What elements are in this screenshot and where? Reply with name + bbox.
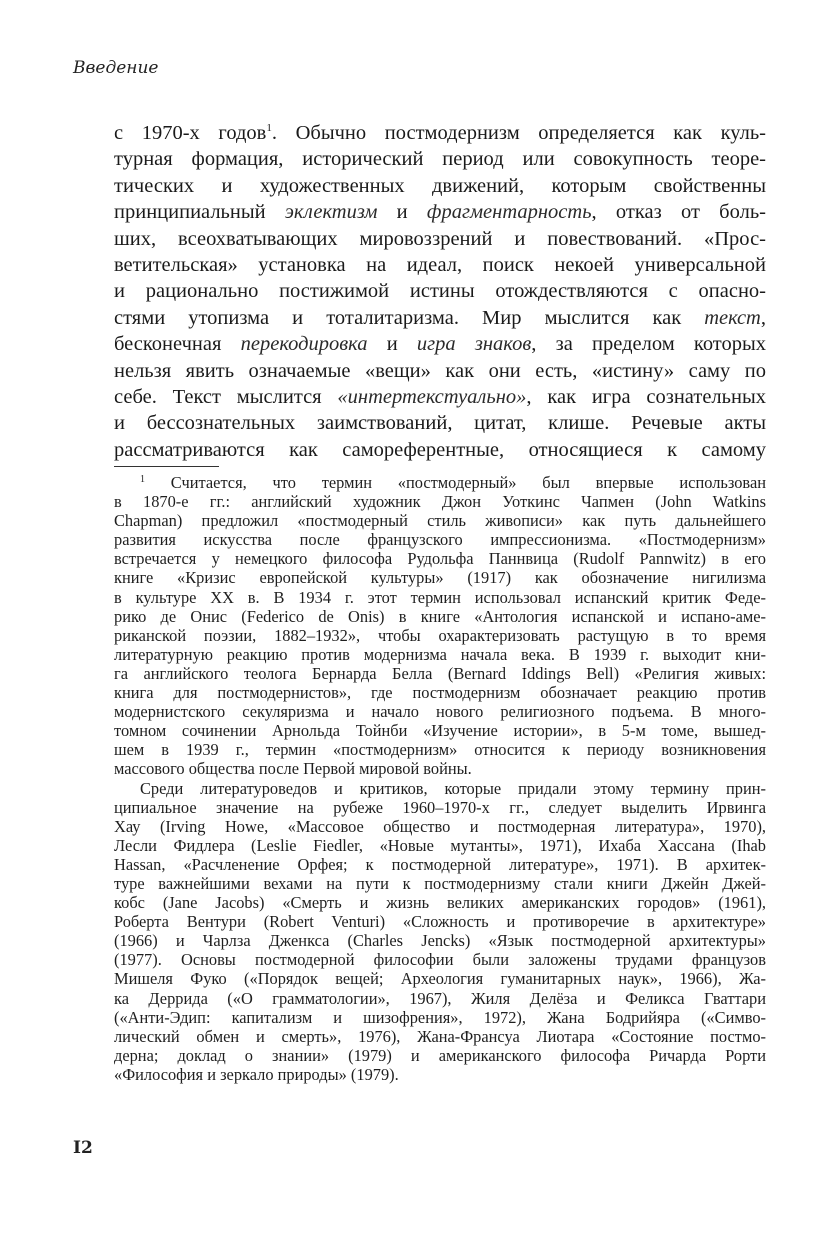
footnote-line: в 1870-е гг.: английский художник Джон Уоткинс Чапмен (John Watkins (114, 492, 766, 512)
footnote-line: «Философия и зеркало природы» (1979). (114, 1064, 399, 1084)
emphasis: текст (704, 306, 761, 329)
footnote-line: ка Деррида («О грамматологии», 1967), Жиля Делёза и Феликса Гваттари (114, 988, 766, 1008)
footnote-line: в культуре XX в. В 1934 г. этот термин использовал испанский критик Феде- (114, 587, 766, 607)
footnote-line: модернистского секуляризма и начало нового религиозного подъема. В много- (114, 702, 766, 722)
footnote-line: риканской поэзии, 1882–1932», чтобы охарактеризовать растущую в то время (114, 625, 766, 645)
emphasis: перекодировка (240, 333, 368, 356)
emphasis: игра знаков (416, 333, 532, 356)
body-line: тических и художественных движений, которым свойственны (114, 174, 766, 197)
body-line: бесконечная перекодировка и игра знаков, за пределом которых (114, 333, 767, 356)
body-line: нельзя явить означаемые «вещи» как они есть, «истину» саму по (114, 359, 766, 382)
running-head: Введение (73, 58, 159, 78)
footnote-ref[interactable]: 1 (266, 122, 272, 134)
body-line: и бессознательных заимствований, цитат, клише. Речевые акты (114, 412, 766, 435)
footnote-line: Chapman) предложил «постмодерный стиль живописи» как путь дальнейшего (114, 511, 766, 531)
footnote-line: развития искусства после французского импрессионизма. «Постмодернизм» (114, 530, 766, 550)
body-line: и рационально постижимой истины отождествляются с опасно- (114, 280, 766, 303)
footnote-line: («Анти-Эдип: капитализм и шизофрения», 1972), Жана Бодрийяра («Симво- (114, 1007, 766, 1027)
footnote-line: $^1$ Считается, что термин «постмодерный» был впервые использован (140, 473, 766, 492)
footnote-line: Роберта Вентури (Robert Venturi) «Сложность и противоречие в архитектуре» (114, 912, 766, 932)
footnote-line: книга для постмодернистов», где постмодернизм обозначает реакцию против (114, 683, 766, 703)
emphasis: эклектизм (284, 201, 378, 224)
body-line: с 1970-х годов$^1$. Обычно постмодернизм определяется как куль- (114, 122, 766, 144)
emphasis: «интертекстуально» (337, 385, 527, 408)
footnote-line: га английского теолога Бернарда Белла (Bernard Iddings Bell) «Религия живых: (114, 663, 766, 683)
main-body-text (114, 120, 766, 463)
footnote-block (114, 473, 766, 1084)
body-line: ших, всеохватывающих мировоззрений и повествований. «Прос- (114, 227, 766, 250)
body-line: ветительская» установка на идеал, поиск некоей универсальной (114, 253, 766, 276)
footnote-line: шем в 1939 г., термин «постмодернизм» относится к периоду возникновения (114, 740, 766, 760)
footnote-line: ципиальное значение на рубеже 1960–1970-х гг., следует выделить Ирвинга (114, 797, 766, 817)
page-number: I2 (73, 1138, 93, 1158)
footnote-line: Лесли Фидлера (Leslie Fiedler, «Новые мутанты», 1971), Ихаба Хассана (Ihab (114, 835, 766, 855)
footnote-line: литературную реакцию против модернизма начала века. В 1939 г. выходит кни- (114, 644, 766, 664)
body-line: себе. Текст мыслится «интертекстуально», как игра сознательных (114, 385, 766, 408)
footnote-line: книге «Кризис европейской культуры» (1917) как обозначение нигилизма (114, 568, 766, 588)
body-line: принципиальный эклектизм и фрагментарность, отказ от боль- (114, 201, 766, 224)
footnote-line: туре важнейшими вехами на пути к постмодернизму стали книги Джейн Джей- (114, 873, 766, 893)
body-line: стями утопизма и тоталитаризма. Мир мыслится как текст, (114, 306, 766, 329)
footnote-line: лический обмен и смерть», 1976), Жана-Франсуа Лиотара «Состояние постмо- (114, 1026, 766, 1046)
footnote-line: Hassan, «Расчленение Орфея; к постмодерной литературе», 1971). В архитек- (114, 854, 766, 874)
footnote-separator (114, 466, 219, 467)
emphasis: фрагментарность (426, 201, 592, 224)
footnote-line: массового общества после Первой мировой войны. (114, 759, 472, 779)
footnote-line: встречается у немецкого философа Рудольфа Паннвица (Rudolf Pannwitz) в его (114, 549, 766, 569)
footnote-line: рико де Онис (Federico de Onis) в книге «Антология испанской и испано-аме- (114, 606, 766, 626)
footnote-line: дерна; доклад о знании» (1979) и американского философа Ричарда Рорти (114, 1045, 766, 1065)
footnote-line: Мишеля Фуко («Порядок вещей; Археология гуманитарных наук», 1966), Жа- (114, 969, 766, 989)
footnote-line: кобс (Jane Jacobs) «Смерть и жизнь великих американских городов» (1961), (114, 893, 766, 913)
footnote-line: (1977). Основы постмодерной философии были заложены трудами французов (114, 950, 766, 970)
body-line: турная формация, исторический период или совокупность теоре- (114, 148, 766, 171)
footnote-line: (1966) и Чарлза Дженкса (Charles Jencks) «Язык постмодерной архитектуры» (114, 931, 766, 951)
footnote-line: Хау (Irving Howe, «Массовое общество и постмодерная литература», 1970), (114, 816, 766, 836)
footnote-line: томном сочинении Арнольда Тойнби «Изучение истории», в 5-м томе, вышед- (114, 721, 766, 741)
footnote-marker: 1 (140, 474, 145, 485)
footnote-line: Среди литературоведов и критиков, которые придали этому термину прин- (140, 778, 766, 798)
body-line: рассматриваются как самореферентные, относящиеся к самому (114, 438, 766, 461)
